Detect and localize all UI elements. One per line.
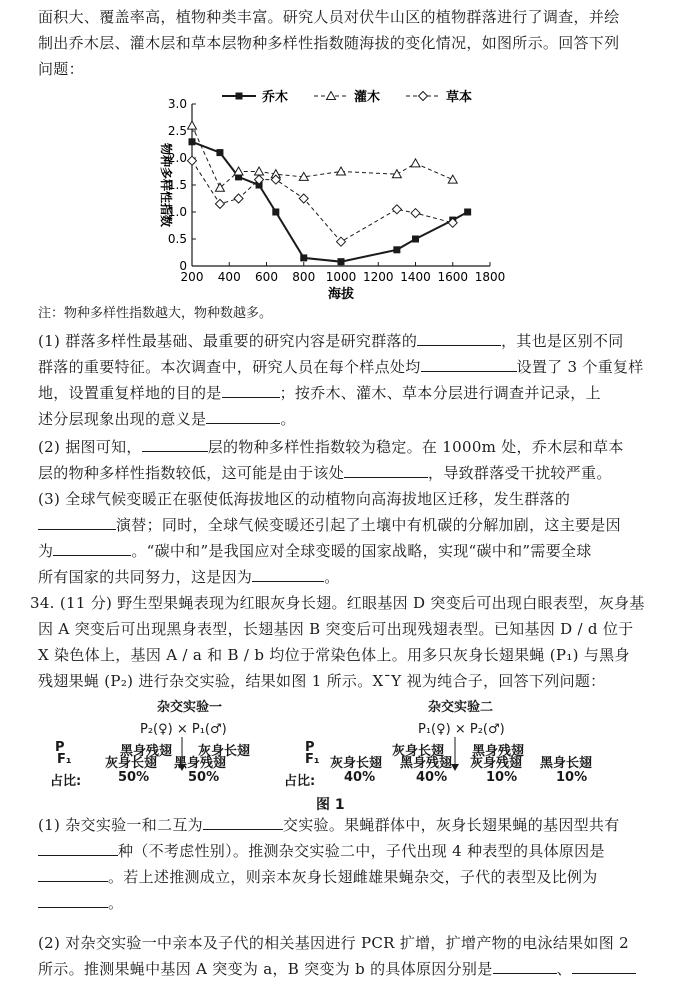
x-tick-label: 1000	[325, 270, 357, 284]
x-tick-label: 1200	[362, 270, 394, 284]
question-2: (2) 据图可知， 层的物种多样性指数较为稳定。在 1000m 处，乔木层和草本 层的物种多样性指数较低，这可能是由于该处 ，导致群落受干扰较严重。	[38, 434, 658, 486]
legend-label: 草本	[446, 90, 473, 105]
offspring-ratio: 40%	[416, 770, 448, 785]
exp2-title: 杂交实验二	[428, 700, 494, 715]
question-34: 34. (11 分) 野生型果蝇表现为红眼灰身长翅。红眼基因 D 突变后可出现白眼表型，灰身基 因 A 突变后可出现黑身表型，长翅基因 B 突变后可出现残翅表型。已知基因 D / d 位于 X 染色体上，基因 A / a 和 B / b 均位于常染色体上。用多只灰身长翅果蝇 (P₁) 与黑身 残翅果蝇 (P₂) 进行杂交实验，结果如图 1 所示。XˉY 视为纯合子，回答下列问题：	[30, 594, 645, 690]
parent-phenotype: 灰身长翅	[198, 744, 251, 759]
answer-blank[interactable]	[572, 957, 636, 974]
y-tick-label: 0.5	[167, 232, 187, 246]
y-tick-label: 3.0	[167, 97, 187, 111]
ratio-row-label: 占比:	[50, 774, 82, 789]
offspring-phenotype: 黑身残翅	[174, 756, 227, 771]
offspring-ratio: 10%	[556, 770, 588, 785]
intro-line: 问题：	[38, 60, 84, 78]
offspring-ratio: 50%	[188, 770, 220, 785]
ratio-row-label: 占比:	[284, 774, 316, 789]
intro-line: 面积大、覆盖率高，植物种类丰富。研究人员对伏牛山区的植物群落进行了调查，并绘	[38, 8, 620, 26]
p-row-label: P	[305, 740, 315, 755]
answer-blank[interactable]	[203, 813, 283, 830]
x-tick-label: 200	[180, 270, 204, 284]
question-34-2: (2) 对杂交实验一中亲本及子代的相关基因进行 PCR 扩增，扩增产物的电泳结果如图 2 所示。推测果蝇中基因 A 突变为 a，B 突变为 b 的具体原因分别是 、	[38, 930, 658, 982]
question-3: (3) 全球气候变暖正在驱使低海拔地区的动植物向高海拔地区迁移，发生群落的 演替；同时，全球气候变暖还引起了土壤中有机碳的分解加剧，这主要是因 为 。“碳中和”是我国应对全球变暖的国家战略，实现“碳中和”需要全球 所有国家的共同努力，这是因为 。	[38, 490, 621, 586]
f1-row-label: F₁	[305, 752, 320, 767]
parent-phenotype: 灰身长翅	[392, 744, 445, 759]
legend-label: 灌木	[354, 90, 381, 105]
y-tick-label: 1.0	[167, 205, 187, 219]
legend-label: 乔木	[262, 90, 289, 105]
x-tick-label: 600	[255, 270, 278, 284]
offspring-phenotype: 灰身长翅	[105, 756, 158, 771]
parent-phenotype: 黑身残翅	[472, 744, 525, 759]
y-axis-label: 物种多样性指数	[159, 142, 173, 228]
offspring-ratio: 50%	[118, 770, 150, 785]
offspring-ratio: 10%	[486, 770, 518, 785]
question-1: (1) 群落多样性最基础、最重要的研究内容是研究群落的 ，其也是区别不同 群落的重要特征。本次调查中，研究人员在每个样点处均 设置了 3 个重复样 地，设置重复样地的目的是 ；按乔木、灌木、草本分层进行调查并记录，上 述分层现象出现的意义是 。	[38, 328, 658, 432]
offspring-ratio: 40%	[344, 770, 376, 785]
x-tick-label: 1400	[400, 270, 431, 284]
answer-blank[interactable]	[38, 865, 108, 882]
y-tick-label: 0	[179, 259, 187, 273]
x-axis-label: 海拔	[327, 287, 355, 300]
parent-phenotype: 黑身残翅	[120, 744, 173, 759]
answer-blank[interactable]	[493, 957, 557, 974]
figure-1-caption: 图 1	[316, 797, 345, 813]
offspring-phenotype: 灰身长翅	[330, 756, 383, 771]
chart-note: 注：物种多样性指数越大，物种数越多。	[38, 306, 273, 321]
exp2-cross: P₁(♀) × P₂(♂)	[418, 722, 505, 737]
exp1-title: 杂交实验一	[157, 700, 223, 715]
y-tick-label: 1.5	[167, 178, 187, 192]
answer-blank[interactable]	[38, 891, 108, 908]
y-tick-label: 2.5	[167, 124, 187, 138]
offspring-phenotype: 灰身残翅	[470, 756, 523, 771]
x-tick-label: 800	[292, 270, 316, 284]
x-tick-label: 400	[217, 270, 241, 284]
offspring-phenotype: 黑身残翅	[400, 756, 453, 771]
p-row-label: P	[55, 740, 65, 755]
answer-blank[interactable]	[38, 839, 118, 856]
y-tick-label: 2.0	[167, 151, 187, 165]
x-tick-label: 1800	[474, 270, 506, 284]
question-34-1: (1) 杂交实验一和二互为 交实验。果蝇群体中，灰身长翅果蝇的基因型共有 种（不考虑性别）。推测杂交实验二中，子代出现 4 种表型的具体原因是 。若上述推测成立，则亲本灰身长翅雌雄果蝇杂交，子代的表型及比例为 。	[38, 812, 658, 916]
exp1-cross: P₂(♀) × P₁(♂)	[140, 722, 227, 737]
x-tick-label: 1600	[437, 270, 469, 284]
f1-row-label: F₁	[57, 752, 72, 767]
intro-line: 制出乔木层、灌木层和草本层物种多样性指数随海拔的变化情况，如图所示。回答下列	[38, 34, 620, 52]
offspring-phenotype: 黑身长翅	[540, 756, 593, 771]
